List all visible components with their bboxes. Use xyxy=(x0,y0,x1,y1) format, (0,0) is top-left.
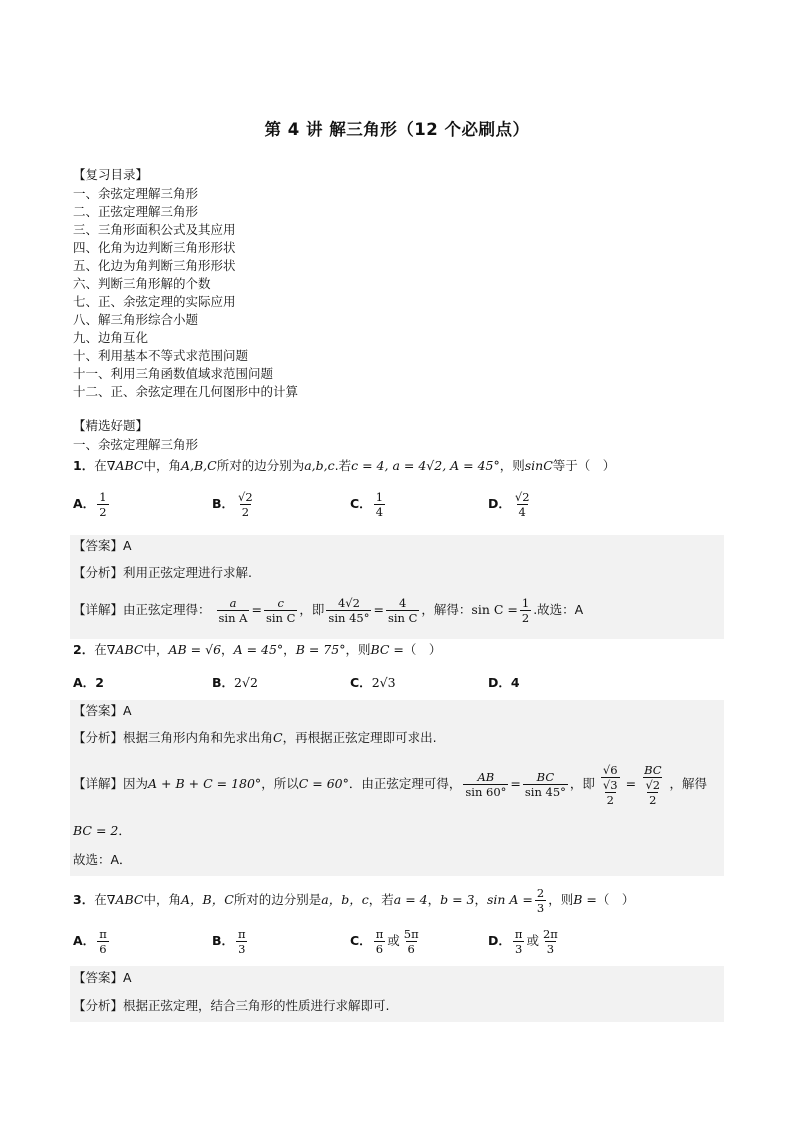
detail-1: 【详解】由正弦定理得： $\frac{a}{\text{sin A}}$ = $\frac{c}{\text{sin C}}$ ，即 $\frac{4√2}{\sin 45^\circ}$ = $\frac{4}{\text{sin C}}$ ，解得：sin C = $\frac{1}{2}$ .故选：A xyxy=(73,596,584,625)
option-b: B． $\frac{\pi}{3}$ xyxy=(212,927,246,956)
review-item: 十二、正、余弦定理在几何图形中的计算 xyxy=(73,384,299,399)
question-1: 1．在∇ABC中，角A,B,C所对的边分别为a,b,c.若c = 4, a = 4√2, A = 45°，则sinC等于（ ） xyxy=(73,458,616,473)
option-b: B．2√2 xyxy=(212,675,258,690)
analysis-3: 【分析】根据正弦定理，结合三角形的性质进行求解即可. xyxy=(73,998,390,1013)
section-heading: 一、余弦定理解三角形 xyxy=(73,437,199,452)
review-item: 三、三角形面积公式及其应用 xyxy=(73,222,236,237)
page-title: 第 4 讲 解三角形（12 个必刷点） xyxy=(264,120,530,139)
answer-2: 【答案】A xyxy=(73,703,132,718)
option-d: D． $\frac{√2}{4}$ xyxy=(488,490,530,519)
review-item: 四、化角为边判断三角形形状 xyxy=(73,240,236,255)
review-item: 六、判断三角形解的个数 xyxy=(73,276,211,291)
review-item: 五、化边为角判断三角形形状 xyxy=(73,258,236,273)
question-3: 3．在∇ABC中，角A，B，C所对的边分别是a，b，c，若a = 4，b = 3，sin A = $\frac{2}{3}$ ，则B =（ ） xyxy=(73,886,635,915)
option-c: C． $\frac{1}{4}$ xyxy=(350,490,384,519)
answer-1: 【答案】A xyxy=(73,538,132,553)
conclusion-2: 故选：A． xyxy=(73,852,132,867)
option-c: C．2√3 xyxy=(350,675,396,690)
review-heading: 【复习目录】 xyxy=(73,167,149,182)
option-d: D．4 xyxy=(488,675,520,690)
option-d: D． $\frac{\pi}{3}$ 或 $\frac{2\pi}{3}$ xyxy=(488,927,558,956)
analysis-1: 【分析】利用正弦定理进行求解. xyxy=(73,565,252,580)
review-item: 二、正弦定理解三角形 xyxy=(73,204,199,219)
selected-heading: 【精选好题】 xyxy=(73,418,149,433)
option-a: A． $\frac{1}{2}$ xyxy=(73,490,107,519)
analysis-2: 【分析】根据三角形内角和先求出角C，再根据正弦定理即可求出. xyxy=(73,730,437,745)
review-item: 一、余弦定理解三角形 xyxy=(73,186,199,201)
option-c: C． $\frac{\pi}{6}$ 或 $\frac{5\pi}{6}$ xyxy=(350,927,419,956)
detail-2: 【详解】因为A + B + C = 180°，所以C = 60°．由正弦定理可得， $\frac{AB}{\sin 60^\circ}$ = $\frac{BC}{\sin 45^\circ}$ ，即 $\frac{\frac{√6}{√3}}{2}$ = $\frac{\frac{BC}{√2}}{2}$ ，解得 xyxy=(73,762,708,807)
option-b: B． $\frac{√2}{2}$ xyxy=(212,490,253,519)
review-item: 九、边角互化 xyxy=(73,330,149,345)
review-item: 十、利用基本不等式求范围问题 xyxy=(73,348,249,363)
option-a: A． $\frac{\pi}{6}$ xyxy=(73,927,107,956)
detail-2-cont: BC = 2． xyxy=(73,823,131,838)
answer-3: 【答案】A xyxy=(73,970,132,985)
review-item: 七、正、余弦定理的实际应用 xyxy=(73,294,236,309)
review-item: 八、解三角形综合小题 xyxy=(73,312,199,327)
question-2: 2．在∇ABC中，AB = √6，A = 45°，B = 75°，则BC =（ ） xyxy=(73,642,442,657)
review-item: 十一、利用三角函数值域求范围问题 xyxy=(73,366,274,381)
option-a: A．2 xyxy=(73,675,104,690)
